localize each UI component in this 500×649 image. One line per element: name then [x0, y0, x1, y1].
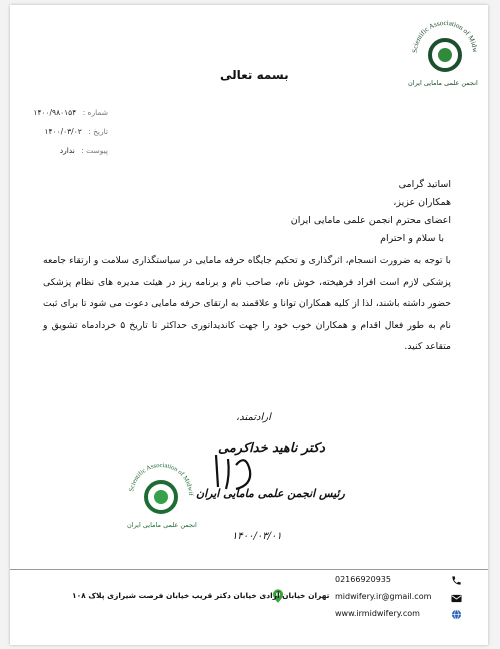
association-logo	[405, 13, 485, 91]
letter-attachment-label: پیوست :	[81, 146, 108, 155]
letter-body: با توجه به ضرورت انسجام، اثرگذاری و تحکیم جایگاه حرفه مامایی در سیاستگذاری سلامت و ارتقاء جامعه پزشکی لازم است افراد فرهیخته، خوش نام، صاحب نام و برنامه ریز در هیئت مدیره های نظام پزشکی حضور داشته باشند، لذا از کلیه همکاران توانا و علاقمند به ارتقای حرفه مامایی دعوت می شود تا برای ثبت نام به طور فعال اقدام و همکاران خوب خود را جهت کاندیداتوری حداکثر تا تاریخ ۵ خردادماه تشویق و متقاعد کنید.	[43, 255, 451, 353]
phone-icon	[451, 575, 462, 586]
signature-position: رئیس انجمن علمی مامایی ایران	[196, 487, 345, 500]
greeting-line-3: اعضای محترم انجمن علمی مامایی ایران	[290, 215, 451, 226]
footer-divider	[10, 569, 488, 570]
letter-attachment-value: ندارد	[59, 146, 75, 155]
letter-number-label: شماره :	[82, 108, 108, 117]
page-title: بسمه تعالی	[220, 68, 289, 82]
letter-number	[33, 108, 108, 117]
footer-phone: 02166920935	[335, 575, 391, 584]
footer-email: midwifery.ir@gmail.com	[335, 592, 432, 601]
svg-text:Iran Scientific Association of: Scientific Association of Midw	[410, 18, 480, 54]
svg-text:Iran Scientific Association of: Scientific Association of Midwif	[128, 461, 195, 496]
association-stamp	[122, 455, 200, 531]
signature-name: دکتر ناهید خداکرمی	[218, 441, 325, 456]
footer-website: www.irmidwifery.com	[335, 609, 420, 618]
email-icon	[451, 594, 462, 603]
letter-page	[10, 5, 488, 645]
greeting-line-2: همکاران عزیز،	[393, 197, 451, 208]
letter-attachment	[60, 146, 108, 155]
stamp-name: انجمن علمی مامایی ایران	[127, 521, 197, 529]
stamp-emblem	[122, 455, 200, 531]
letter-number-value: ۱۴۰۰/۹۸۰۱۵۴	[33, 108, 77, 117]
signature-closing: ارادتمند،	[236, 412, 271, 423]
signature-date: ۱۴۰۰/۰۳/۰۱	[232, 531, 282, 542]
letter-date-value: ۱۴۰۰/۰۳/۰۲	[44, 127, 82, 136]
letter-date-label: تاریخ :	[88, 127, 108, 136]
greeting-line-1: اساتید گرامی	[398, 179, 451, 190]
greeting-line-4: با سلام و احترام	[380, 233, 444, 244]
footer-address: تهران خیابان آزادی خیابان دکتر قریب خیابان فرصت شیرازی پلاک ۱۰۸	[72, 591, 330, 600]
association-name: انجمن علمی مامایی ایران	[408, 79, 478, 87]
globe-icon	[451, 609, 462, 620]
letter-date	[44, 127, 108, 136]
